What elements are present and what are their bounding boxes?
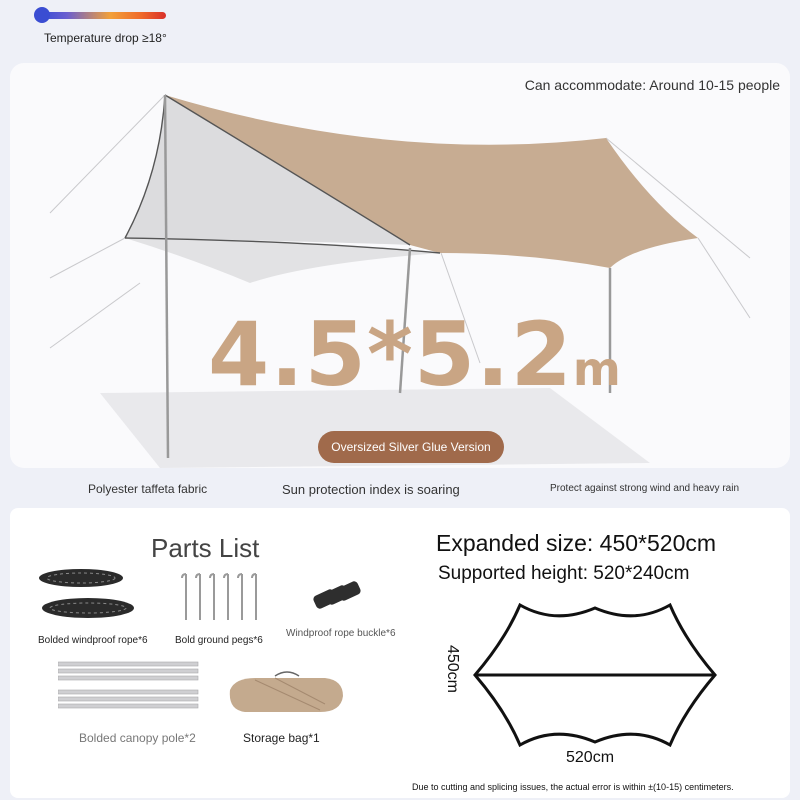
feature-weather: Protect against strong wind and heavy rain xyxy=(550,483,739,494)
tarp-shape-diagram xyxy=(470,600,720,755)
error-disclaimer: Due to cutting and splicing issues, the actual error is within ±(10-15) centimeters. xyxy=(412,782,734,792)
feature-fabric: Polyester taffeta fabric xyxy=(88,482,208,496)
buckle-label: Windproof rope buckle*6 xyxy=(286,628,396,639)
capacity-text: Can accommodate: Around 10-15 people xyxy=(524,77,780,93)
tarp-illustration xyxy=(10,63,790,468)
expanded-size-text: Expanded size: 450*520cm xyxy=(436,530,717,556)
bag-icon xyxy=(225,668,345,723)
bag-label: Storage bag*1 xyxy=(243,731,320,745)
size-unit: m xyxy=(572,342,622,396)
rope-label: Bolded windproof rope*6 xyxy=(38,635,148,646)
temperature-bar xyxy=(42,12,166,19)
temperature-label: Temperature drop ≥18° xyxy=(44,31,167,45)
peg-label: Bold ground pegs*6 xyxy=(175,635,263,646)
supported-height-text: Supported height: 520*240cm xyxy=(438,563,690,584)
size-value: 4.5*5.2 xyxy=(208,303,573,406)
temperature-gradient-icon xyxy=(34,7,166,23)
version-badge: Oversized Silver Glue Version xyxy=(318,431,504,463)
width-dimension-label: 520cm xyxy=(566,749,615,766)
pole-label: Bolded canopy pole*2 xyxy=(79,731,196,745)
peg-icon xyxy=(180,570,270,630)
hero-panel xyxy=(10,63,790,468)
rope-icon xyxy=(36,565,146,630)
temperature-bulb xyxy=(34,7,50,23)
feature-sun-protection: Sun protection index is soaring xyxy=(282,482,460,497)
height-dimension-label: 450cm xyxy=(444,644,462,694)
parts-list-title: Parts List xyxy=(151,533,260,563)
size-heading xyxy=(208,303,622,406)
pole-icon xyxy=(58,660,203,720)
buckle-icon xyxy=(310,578,370,623)
